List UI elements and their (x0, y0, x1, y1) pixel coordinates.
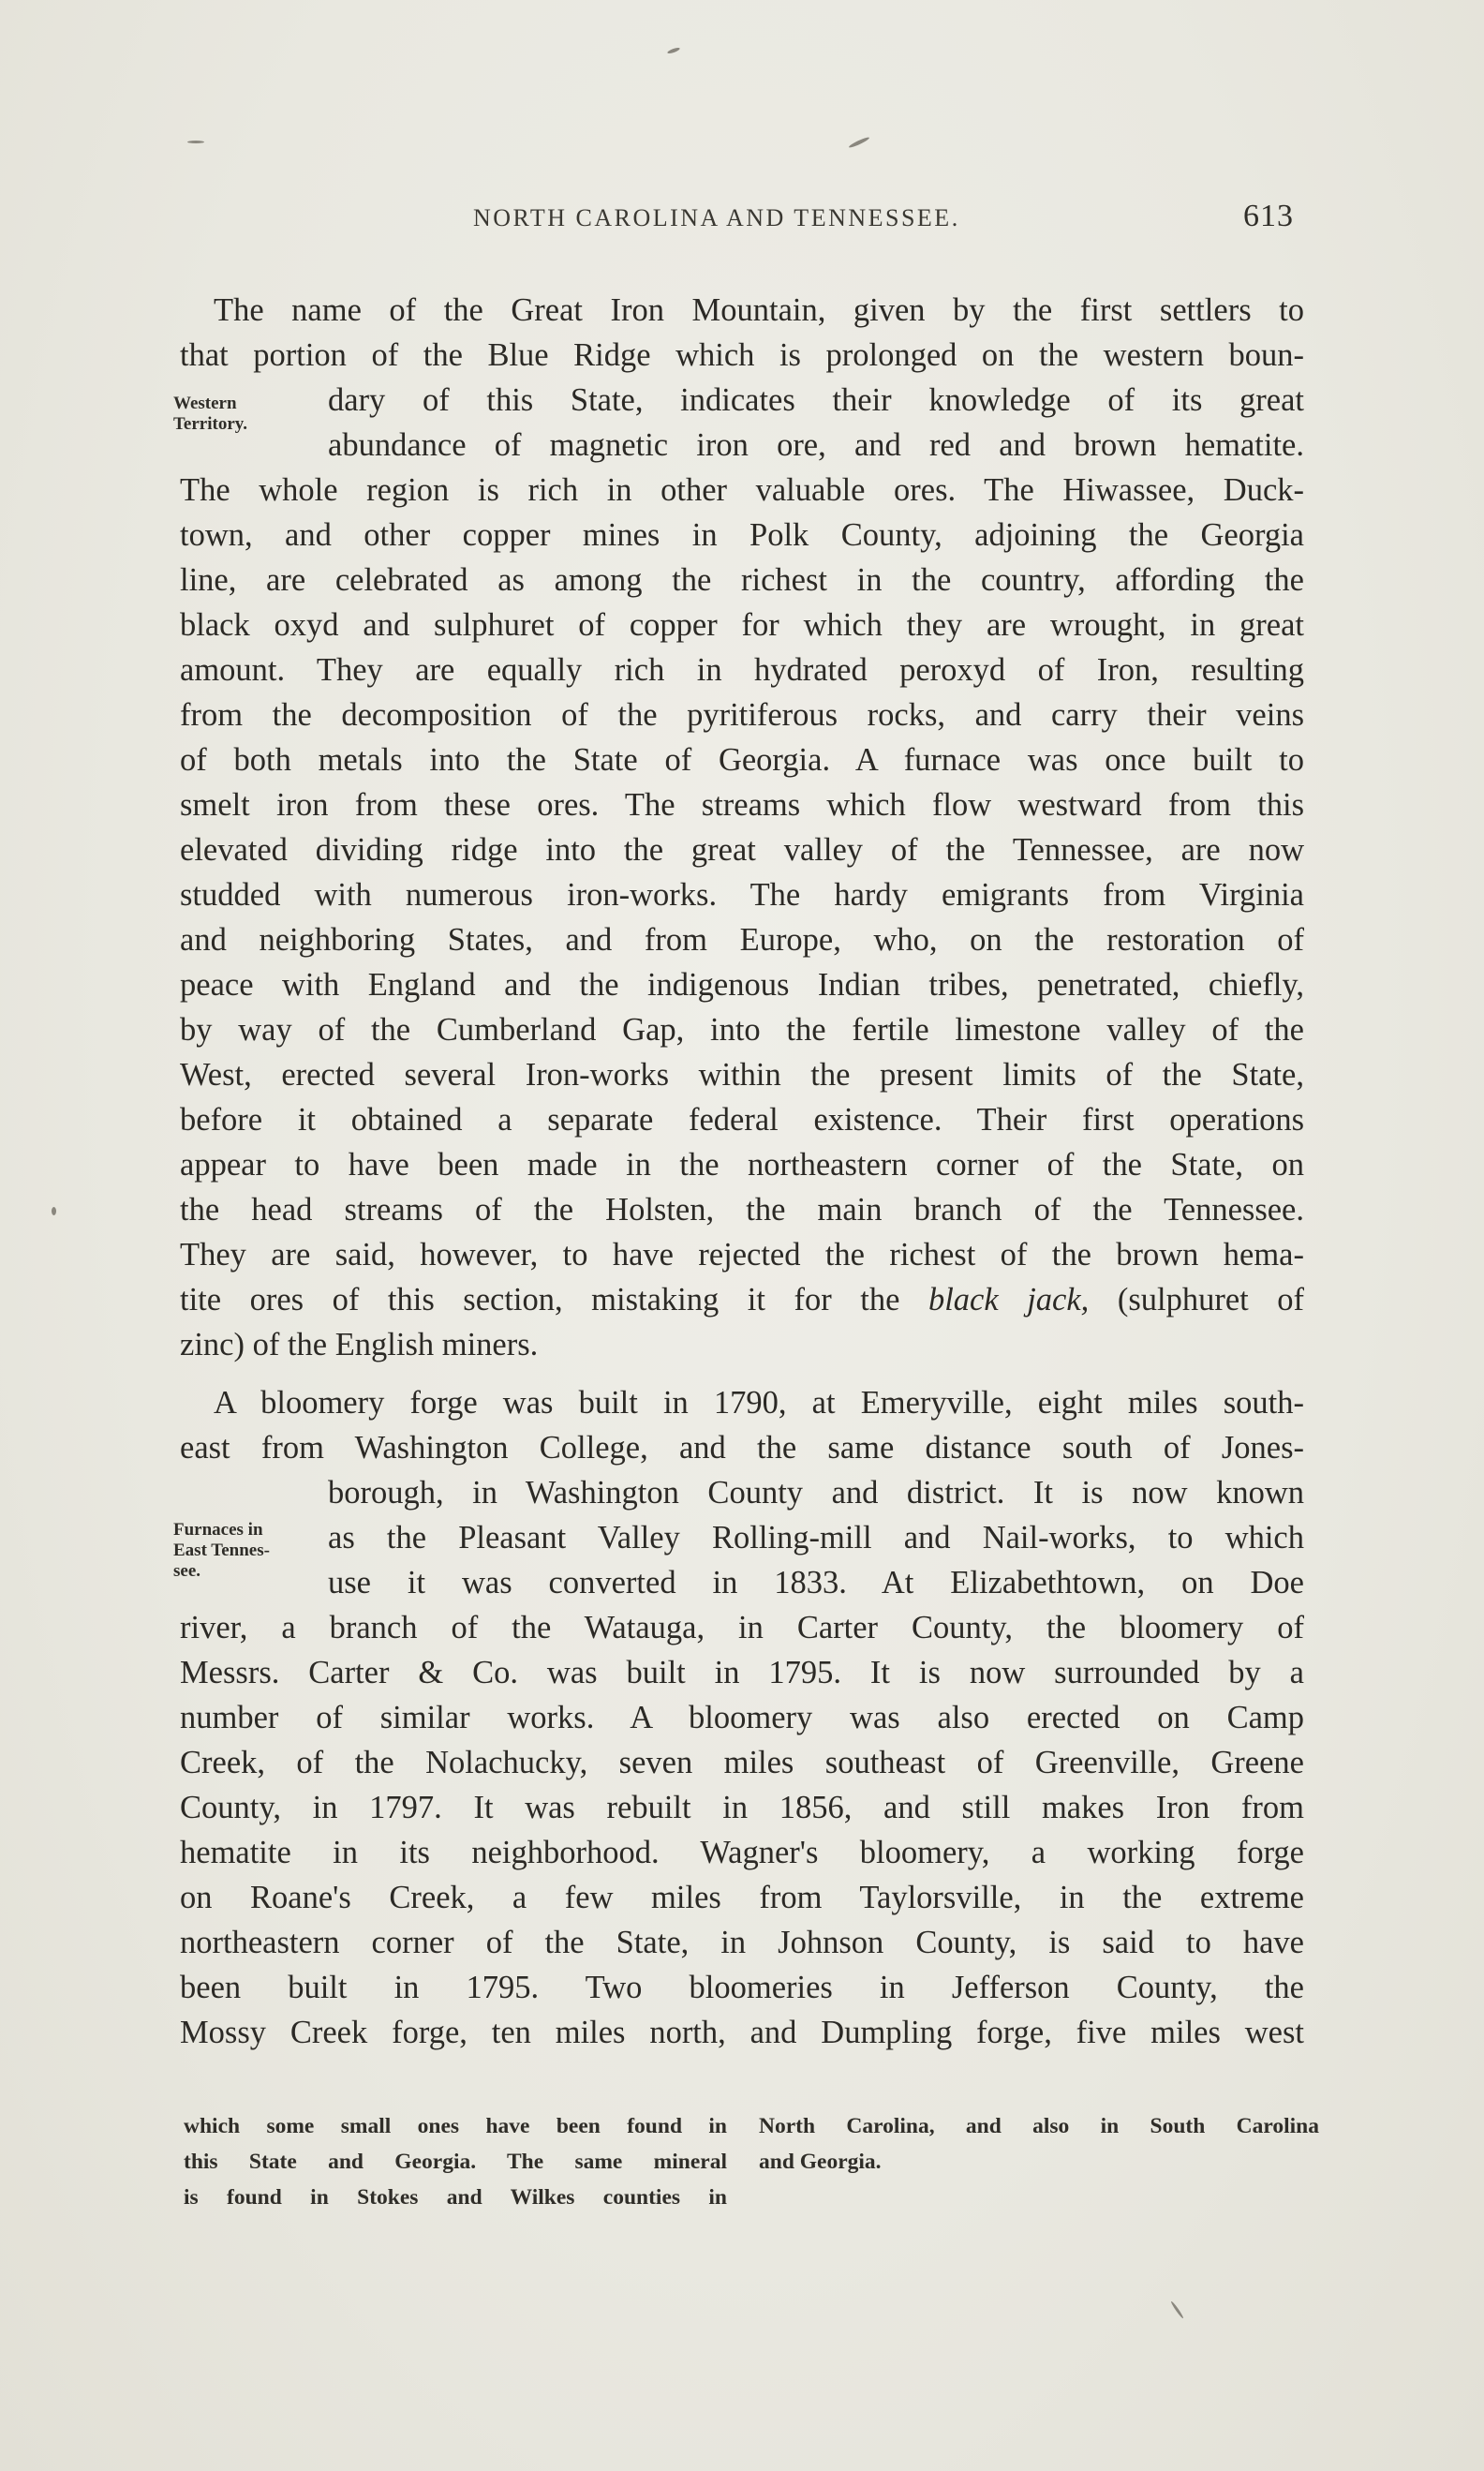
text-line: Messrs. Carter & Co. was built in 1795. It is now surrounded by a (180, 1655, 1304, 1690)
text-line: A bloomery forge was built in 1790, at Emeryville, eight miles south- (214, 1385, 1304, 1421)
text-line: from the decomposition of the pyritiferous rocks, and carry their veins (180, 697, 1304, 733)
ink-speck (52, 1207, 56, 1215)
ink-speck (1170, 2300, 1184, 2319)
text-line: northeastern corner of the State, in Johnson County, is said to have (180, 1925, 1304, 1960)
text-line: elevated dividing ridge into the great valley of the Tennessee, are now (180, 832, 1304, 868)
margin-note-western-territory: Western Territory. (173, 394, 247, 434)
text-line: river, a branch of the Watauga, in Carter County, the bloomery of (180, 1610, 1304, 1645)
text-line: by way of the Cumberland Gap, into the fertile limestone valley of the (180, 1012, 1304, 1048)
page-number: 613 (1243, 199, 1294, 233)
text-line: peace with England and the indigenous Indian tribes, penetrated, chiefly, (180, 967, 1304, 1003)
text-line: use it was converted in 1833. At Elizabethtown, on Doe (328, 1565, 1304, 1600)
footnote-line: which some small ones have been found in (184, 2114, 727, 2138)
text-line: been built in 1795. Two bloomeries in Jefferson County, the (180, 1970, 1304, 2005)
footnote-line: is found in Stokes and Wilkes counties in (184, 2185, 727, 2210)
text-line: smelt iron from these ores. The streams which flow westward from this (180, 787, 1304, 823)
text-line: County, in 1797. It was rebuilt in 1856, and still makes Iron from (180, 1790, 1304, 1825)
text-line: West, erected several Iron-works within the present limits of the State, (180, 1057, 1304, 1093)
text-line: before it obtained a separate federal existence. Their first operations (180, 1102, 1304, 1138)
text-line: and neighboring States, and from Europe, who, on the restoration of (180, 922, 1304, 958)
ink-speck (848, 136, 869, 149)
text-line: borough, in Washington County and district. It is now known (328, 1475, 1304, 1511)
text-line: The name of the Great Iron Mountain, given by the first settlers to (214, 292, 1304, 328)
text-line: on Roane's Creek, a few miles from Taylorsville, in the extreme (180, 1880, 1304, 1915)
text-line: black oxyd and sulphuret of copper for which they are wrought, in great (180, 607, 1304, 643)
text-line: They are said, however, to have rejected the richest of the brown hema- (180, 1237, 1304, 1273)
text-line: abundance of magnetic iron ore, and red and brown hematite. (328, 427, 1304, 463)
text-line: amount. They are equally rich in hydrated peroxyd of Iron, resulting (180, 652, 1304, 688)
text-line: Creek, of the Nolachucky, seven miles southeast of Greenville, Greene (180, 1745, 1304, 1780)
ink-speck (187, 141, 204, 143)
text-line: hematite in its neighborhood. Wagner's bloomery, a working forge (180, 1835, 1304, 1870)
text-line: the head streams of the Holsten, the main branch of the Tennessee. (180, 1192, 1304, 1228)
running-head: NORTH CAROLINA AND TENNESSEE. (473, 204, 960, 231)
text-line: that portion of the Blue Ridge which is prolonged on the western boun- (180, 337, 1304, 373)
text-line: The whole region is rich in other valuable ores. The Hiwassee, Duck- (180, 472, 1304, 508)
footnote-line: this State and Georgia. The same mineral (184, 2150, 727, 2174)
text-line: zinc) of the English miners. (180, 1327, 539, 1362)
text-segment: tite ores of this section, mistaking it for the (180, 1282, 928, 1317)
footnote-line: North Carolina, and also in South Carolina (759, 2114, 1319, 2138)
text-line: dary of this State, indicates their knowledge of its great (328, 382, 1304, 418)
text-line: of both metals into the State of Georgia. A furnace was once built to (180, 742, 1304, 778)
text-line: number of similar works. A bloomery was also erected on Camp (180, 1700, 1304, 1735)
text-line: town, and other copper mines in Polk County, adjoining the Georgia (180, 517, 1304, 553)
text-segment: (sulphuret of (1089, 1282, 1304, 1317)
text-line: studded with numerous iron-works. The hardy emigrants from Virginia (180, 877, 1304, 913)
text-line: east from Washington College, and the same distance south of Jones- (180, 1430, 1304, 1466)
ink-speck (667, 47, 681, 55)
text-line: Mossy Creek forge, ten miles north, and Dumpling forge, five miles west (180, 2015, 1304, 2050)
text-line: as the Pleasant Valley Rolling-mill and Nail-works, to which (328, 1520, 1304, 1556)
text-line: line, are celebrated as among the richest in the country, affording the (180, 562, 1304, 598)
text-line: appear to have been made in the northeastern corner of the State, on (180, 1147, 1304, 1183)
text-line-with-italic (180, 1277, 1304, 1322)
margin-note-furnaces: Furnaces in East Tennes- see. (173, 1520, 270, 1581)
footnote-line: and Georgia. (759, 2150, 882, 2174)
italic-term: black jack, (928, 1282, 1090, 1317)
